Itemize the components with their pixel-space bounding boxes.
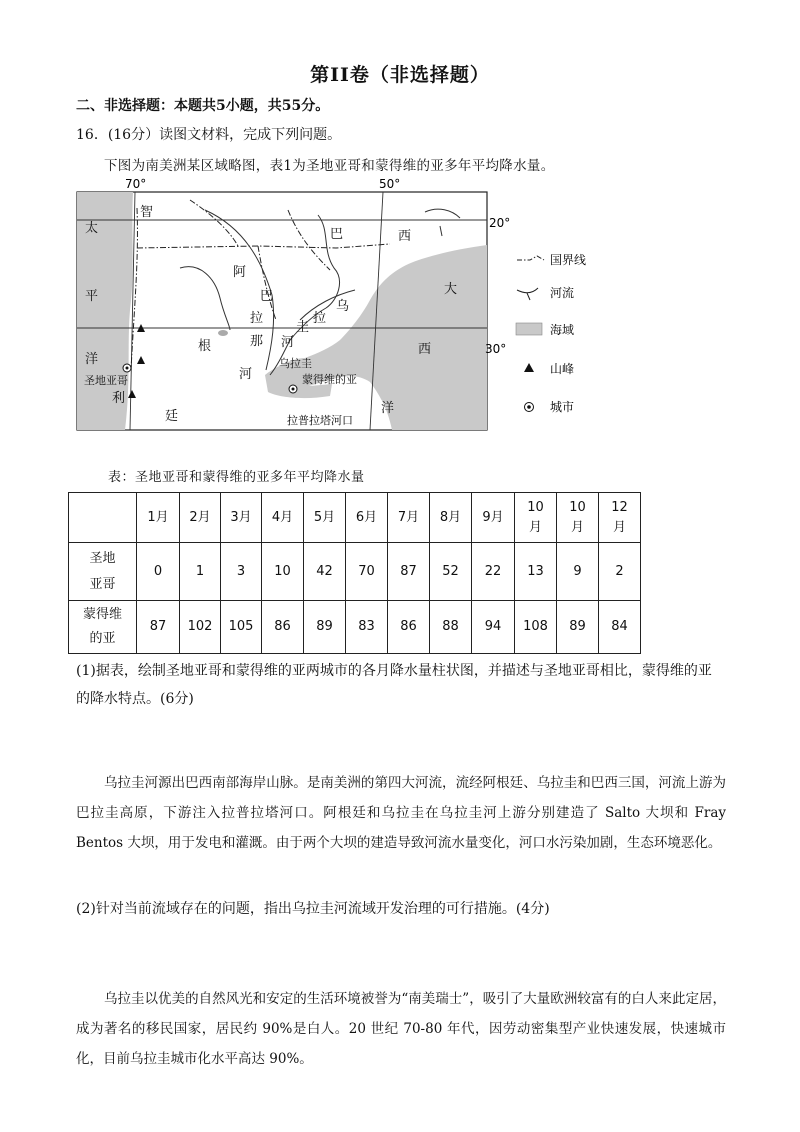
question-1-line1: (1)据表，绘制圣地亚哥和蒙得维的亚两城市的各月降水量柱状图，并描述与圣地亚哥相比，蒙得维的亚 — [76, 663, 712, 679]
table-caption: 表：圣地亚哥和蒙得维的亚多年平均降水量 — [108, 470, 365, 485]
label-wu: 乌 — [336, 299, 350, 314]
table-corner-cell — [69, 493, 137, 543]
month-header: 8月 — [430, 493, 472, 543]
value-cell: 1 — [180, 543, 221, 601]
value-cell: 86 — [262, 601, 304, 654]
value-cell: 84 — [599, 601, 641, 654]
value-cell: 102 — [180, 601, 221, 654]
legend-sea: 海域 — [550, 323, 575, 337]
month-header: 4月 — [262, 493, 304, 543]
value-cell: 89 — [557, 601, 599, 654]
label-ping: 平 — [85, 289, 99, 304]
value-cell: 22 — [472, 543, 515, 601]
section-heading: 二、非选择题：本题共5小题，共55分。 — [76, 98, 330, 114]
border-legend-icon — [517, 256, 544, 260]
sea-legend-icon — [516, 323, 542, 335]
label-a: 阿 — [233, 265, 247, 280]
label-gui: 圭 — [296, 320, 310, 335]
legend-peak: 山峰 — [550, 362, 575, 376]
peak-legend-icon — [524, 363, 534, 372]
value-cell: 3 — [221, 543, 262, 601]
label-yang-west: 洋 — [85, 352, 99, 367]
month-header: 5月 — [304, 493, 346, 543]
value-cell: 42 — [304, 543, 346, 601]
label-ting: 廷 — [165, 409, 179, 424]
month-header: 2月 — [180, 493, 221, 543]
question-1-line2: 的降水特点。(6分) — [76, 691, 194, 707]
label-uruguay: 乌拉圭 — [279, 357, 312, 370]
passage-uruguay-river: 乌拉圭河源出巴西南部海岸山脉。是南美洲的第四大河流，流经阿根廷、乌拉圭和巴西三国，河流上游为巴拉圭高原，下游注入拉普拉塔河口。阿根廷和乌拉圭在乌拉圭河上游分别建造了 Salto 大坝和 Fray Bentos 大坝，用于发电和灌溉。由于两个大坝的建造导致河流水量变化，河口水污染加剧，生态环境恶化。 — [76, 775, 726, 851]
label-yang-east: 洋 — [381, 401, 395, 416]
label-ba2: 巴 — [260, 289, 274, 304]
label-he: 河 — [239, 367, 253, 382]
label-ba1: 巴 — [330, 227, 344, 242]
month-header: 10 月 — [515, 493, 557, 543]
value-cell: 10 — [262, 543, 304, 601]
page-title: 第II卷（非选择题） — [310, 64, 490, 86]
question-number-line: 16．(16分）读图文材料，完成下列问题。 — [76, 127, 342, 143]
month-header: 12 月 — [599, 493, 641, 543]
label-gen: 根 — [198, 339, 212, 354]
lat-label-20: 20° — [489, 216, 511, 230]
label-la2: 拉 — [313, 311, 327, 326]
map-legend — [516, 252, 586, 414]
label-na: 那 — [250, 334, 264, 349]
value-cell: 87 — [137, 601, 180, 654]
label-xi2: 西 — [418, 342, 432, 357]
value-cell: 83 — [346, 601, 388, 654]
value-cell: 52 — [430, 543, 472, 601]
value-cell: 105 — [221, 601, 262, 654]
value-cell: 70 — [346, 543, 388, 601]
label-tai: 太 — [85, 221, 99, 236]
lon-label-70: 70° — [125, 177, 147, 191]
value-cell: 108 — [515, 601, 557, 654]
label-li: 利 — [112, 391, 126, 406]
month-header: 7月 — [388, 493, 430, 543]
river-legend-icon — [517, 288, 538, 300]
month-header: 1月 — [137, 493, 180, 543]
value-cell: 0 — [137, 543, 180, 601]
month-header: 6月 — [346, 493, 388, 543]
label-da: 大 — [444, 282, 458, 297]
question-2: (2)针对当前流域存在的问题，指出乌拉圭河流域开发治理的可行措施。(4分) — [76, 901, 550, 917]
value-cell: 2 — [599, 543, 641, 601]
table-row-montevideo — [69, 601, 641, 654]
legend-city: 城市 — [550, 400, 575, 414]
value-cell: 86 — [388, 601, 430, 654]
city-cell: 圣地 亚哥 — [69, 543, 137, 601]
legend-river: 河流 — [550, 286, 575, 300]
passage-uruguay-country: 乌拉圭以优美的自然风光和安定的生活环境被誉为“南美瑞士”，吸引了大量欧洲较富有的白人来此定居，成为著名的移民国家，居民约 90%是白人。20 世纪 70-80 年代，因劳动密集型产业快速发展，快速城市化，目前乌拉圭城市化水平高达 90%。 — [76, 991, 726, 1067]
south-america-map — [0, 170, 640, 440]
lon-label-50: 50° — [379, 177, 401, 191]
month-header: 10 月 — [557, 493, 599, 543]
month-header: 3月 — [221, 493, 262, 543]
inland-lake — [218, 330, 228, 336]
label-la: 拉 — [250, 311, 264, 326]
label-zhi: 智 — [140, 205, 154, 220]
value-cell: 89 — [304, 601, 346, 654]
label-montevideo: 蒙得维的亚 — [302, 373, 357, 386]
lat-label-30: 30° — [485, 342, 507, 356]
value-cell: 88 — [430, 601, 472, 654]
table-row-santiago — [69, 543, 641, 601]
question-intro: 下图为南美洲某区域略图，表1为圣地亚哥和蒙得维的亚多年平均降水量。 — [104, 158, 555, 174]
value-cell: 94 — [472, 601, 515, 654]
label-santiago: 圣地亚哥 — [84, 374, 128, 387]
value-cell: 87 — [388, 543, 430, 601]
city-cell: 蒙得维 的亚 — [69, 601, 137, 654]
table-header-row — [69, 493, 641, 543]
value-cell: 13 — [515, 543, 557, 601]
value-cell: 9 — [557, 543, 599, 601]
month-header: 9月 — [472, 493, 515, 543]
label-plata-estuary: 拉普拉塔河口 — [287, 414, 353, 427]
precipitation-table — [68, 492, 641, 654]
label-he2: 河 — [281, 335, 295, 350]
label-xi1: 西 — [398, 229, 412, 244]
legend-border: 国界线 — [550, 253, 587, 267]
